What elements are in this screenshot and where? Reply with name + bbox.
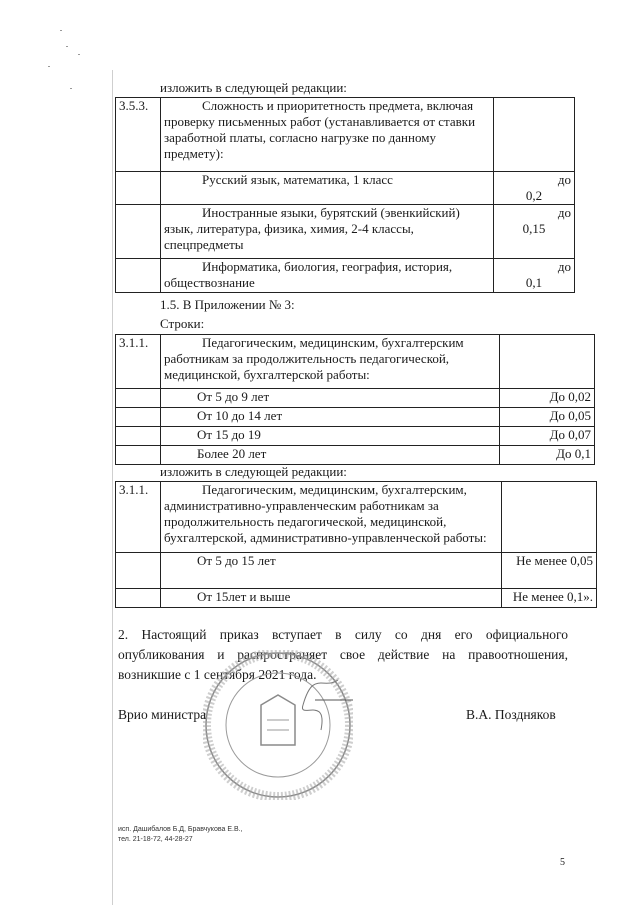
table-new-rows: [115, 481, 597, 608]
row-number: 3.1.1.: [116, 335, 161, 389]
appendix-line: 1.5. В Приложении № 3:: [160, 297, 295, 312]
row-title: Педагогическим, медицинским, бухгалтерским работникам за продолжительность педагогической, медицинской, бухгалтерской работы:: [161, 335, 500, 389]
official-seal-icon: [203, 650, 353, 800]
row-value: Не менее 0,1».: [502, 589, 597, 608]
row-text: От 5 до 9 лет: [161, 389, 500, 408]
row-title: Педагогическим, медицинским, бухгалтерским, административно-управленческим работникам за продолжительность педагогической, медицинской, бухгалтерской, административно-управленческой работы:: [161, 482, 502, 553]
row-value-prefix: до: [557, 259, 571, 274]
row-title: Сложность и приоритетность предмета, включая проверку письменных работ (устанавливается от ставки заработной платы, согласно нагрузке по данному предмету):: [161, 98, 494, 172]
table-row: [116, 427, 595, 446]
executor-line: исп. Дашибалов Б.Д, Бравчукова Е.В.,: [118, 826, 243, 833]
row-value: 0,2: [525, 188, 543, 203]
table-row: [116, 172, 575, 205]
row-value: Не менее 0,05: [502, 553, 597, 589]
row-text: От 10 до 14 лет: [161, 408, 500, 427]
signatory-name: В.А. Поздняков: [466, 707, 556, 722]
table-row: [116, 589, 597, 608]
row-value: До 0,05: [500, 408, 595, 427]
table-row: [116, 98, 575, 172]
table-row: [116, 553, 597, 589]
table-row: [116, 205, 575, 259]
executor-note: [118, 825, 243, 845]
row-text: Русский язык, математика, 1 класс: [161, 172, 494, 205]
signatory-position: Врио министра: [118, 707, 207, 722]
page-margin-line: [112, 70, 113, 905]
row-value: До 0,02: [500, 389, 595, 408]
row-text: От 15лет и выше: [161, 589, 502, 608]
row-value: 0,15: [522, 221, 546, 236]
rows-line: Строки:: [160, 316, 205, 331]
row-value: 0,1: [525, 275, 543, 290]
row-value-prefix: до: [557, 172, 571, 187]
table-old-rows: [115, 334, 595, 465]
table-subject-complexity: [115, 97, 575, 293]
table-row: [116, 259, 575, 293]
row-text: От 15 до 19: [161, 427, 500, 446]
intro-text-2: изложить в следующей редакции:: [160, 464, 347, 479]
row-text: Иностранные языки, бурятский (эвенкийский) язык, литература, физика, химия, 2-4 классы, спецпредметы: [161, 205, 494, 259]
row-number: 3.1.1.: [116, 482, 161, 553]
phone-line: тел. 21-18-72, 44-28-27: [118, 836, 193, 843]
row-text: От 5 до 15 лет: [161, 553, 502, 589]
paragraph-2: 2. Настоящий приказ вступает в силу со дня его официального опубликования и распространяет свое действие на правоотношения, возникшие с 1 сентября 2021 года.: [118, 627, 568, 682]
page-number: 5: [560, 857, 565, 868]
table-row: [116, 408, 595, 427]
table-row: [116, 389, 595, 408]
scan-specks: [38, 18, 98, 98]
table-row: [116, 482, 597, 553]
row-text: Информатика, биология, география, история, обществознание: [161, 259, 494, 293]
row-text: Более 20 лет: [161, 446, 500, 465]
row-value: До 0,1: [500, 446, 595, 465]
row-value: До 0,07: [500, 427, 595, 446]
row-number: 3.5.3.: [116, 98, 161, 172]
table-row: [116, 335, 595, 389]
row-value-prefix: до: [557, 205, 571, 220]
table-row: [116, 446, 595, 465]
intro-text-1: изложить в следующей редакции:: [160, 80, 347, 95]
